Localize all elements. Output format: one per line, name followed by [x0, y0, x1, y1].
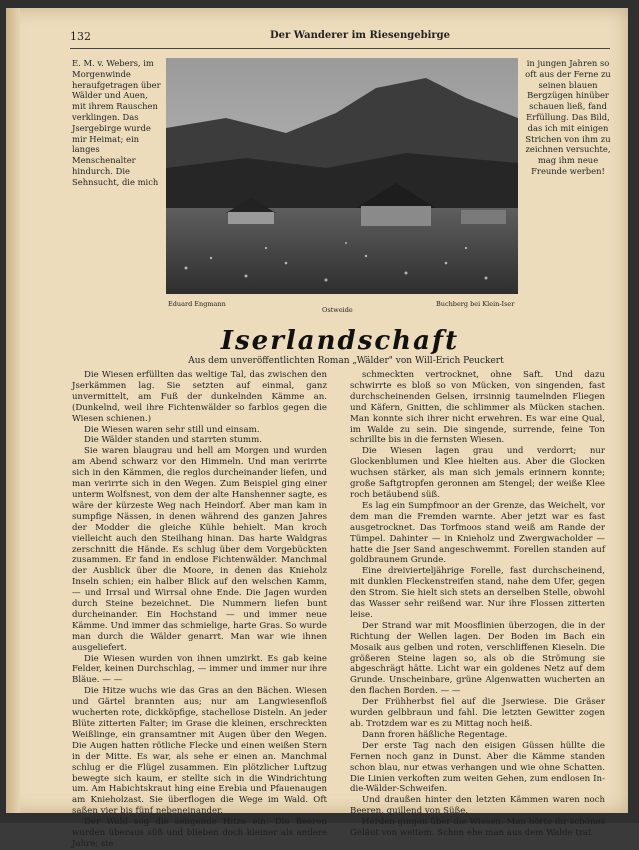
page-spine-shadow [6, 8, 20, 813]
photo-caption: Ostweide [322, 306, 353, 314]
magazine-page [6, 8, 628, 849]
header-rule [70, 48, 610, 49]
intro-left-column: E. M. v. Webers, im Morgenwinde heraufgetragen über Wälder und Auen, mit ihrem Rauschen verklingen. Das Jsergebirge wurde mir Heimat; ein langes Menschenalter hindurch. Die Sehnsucht, die mich [72, 58, 161, 187]
running-header [70, 30, 610, 46]
paragraph: Der erste Tag nach den eisigen Güssen hüllte die Fernen noch ganz in Dunst. Aber die Kämme standen schon blau, nur etwas verhangen und wie ohne Schatten. Die Linien verkoften zum weiten Gehen, zum endlosen In-die-Wälder-Schweifen. [350, 740, 605, 795]
text-column-left [72, 370, 327, 850]
running-title: Der Wanderer im Riesengebirge [270, 30, 450, 41]
paragraph: Die Hitze wuchs wie das Gras an den Bächen. Wiesen und Gärtel brannten aus; nur am Langwiesenfloß wucherten rote, dickköpfige, stachellose Disteln. An jeder Blüte zitterten Falter; im Grase die kleinen, erschreckten Weißlinge, ein gransamtner mit Augen über den Wegen. Die Augen hatten rötliche Flecke und einen weißen Stern in der Mitte. Es war, als sehe er einen an. Manchmal schlug er die Flügel zusammen. Ein plötzlicher Luftzug bewegte sich kaum, er stellte sich in die Windrichtung um. Am Habichtskraut hing eine Erebia und Pfauenaugen am Knieholzast. Sie überflogen die Wege im Wald. Oft saßen vier bis fünf nebeneinander. [72, 686, 327, 817]
page-number: 132 [70, 30, 91, 43]
paragraph: Die Wiesen waren sehr still und einsam. [84, 424, 260, 435]
paragraph: Dann froren häßliche Regentage. [362, 729, 508, 740]
paragraph: Es lag ein Sumpfmoor an der Grenze, das Weichelt, vor dem man die Fremden warnte. Aber jetzt war es fast ausgetrocknet. Das Torfmoos stand weiß am Rande der Tümpel. Dahinter — in Knieholz und Zwergwacholder — hatte die Jser Sand angeschwemmt. Forellen standen auf goldbraunem Grunde. [350, 500, 605, 566]
landscape-photo [166, 58, 518, 294]
article-subtitle: Aus dem unveröffentlichten Roman „Wälder" von Will-Erich Peuckert [188, 356, 504, 366]
paragraph: Die Wiesen wurden von ihnen umzirkt. Es gab keine Felder, keinen Durchschlag, — immer und immer nur ihre Bläue. — — [72, 653, 327, 686]
paragraph: Die Wiesen erfüllten das weltige Tal, das zwischen den Jserkämmen lag. Sie setzten auf einmal, ganz unvermittelt, am Fuß der dunkelnden Kämme an. (Dunkelnd, weil ihre Fichtenwälder so farblos gegen die Wiesen schienen.) [72, 370, 327, 424]
paragraph: Der Strand war mit Moosflinien überzogen, die in der Richtung der Wellen lagen. Der Boden im Bach ein Mosaik aus gelben und roten, verschliffenen Kieseln. Die größeren Steine lagen so, als ob die Strömung sie abgeschrägt hätte. Licht war ein goldenes Netz auf dem Grunde. Unscheinbare, grüne Algenwatten wucherten an den flachen Borden. — — [350, 620, 605, 697]
intro-right-column: in jungen Jahren so oft aus der Ferne zu seinen blauen Bergzügen hinüber schauen ließ, fand Erfüllung. Das Bild, das ich mit einigen Strichen von ihm zu zeichnen versuchte, mag ihm neue Freunde werben! [525, 58, 611, 176]
paragraph: schmeckten vertrocknet, ohne Saft. Und dazu schwirrte es bloß so von Mücken, von singenden, fast durchscheinenden Gelsen, irrsinnig taumelnden Fliegen und Käfern, Gnitten, die schlimmer als Mücken stachen. Man konnte sich ihrer nicht erwehren. Es war eine Qual, im Walde zu sein. Die singende, surrende, feine Ton schrillte bis in die fernsten Wiesen. [350, 370, 605, 446]
paragraph: Herden gingen über die Wiesen. Man hörte ihr schönes Geläut von weitem. Schon ehe man aus dem Walde trat [350, 817, 605, 839]
photo-credit-right: Buchberg bei Klein-Iser [436, 300, 515, 308]
photo-credit-left: Eduard Engmann [168, 300, 226, 308]
paragraph: Eine dreivierteljährige Forelle, fast durchscheinend, mit dunklen Fleckenstreifen stand, nahe dem Ufer, gegen den Strom. Sie hielt sich stets an derselben Stelle, obwohl das Wasser sehr reißend war. Nur ihre Flossen zitterten leise. [350, 566, 605, 620]
paragraph: Die Wälder standen und starrten stumm. [84, 435, 262, 446]
paragraph: Die Wiesen lagen grau und verdorrt; nur Glockenblumen und Klee hielten aus. Aber die Glocken wuchsen stärker, als man sich jemals erinnern konnte; große Saftgtropfen geronnen am Stengel; der weiße Klee roch betäubend süß. [350, 446, 605, 500]
paragraph: Der Wald sog die sengende Hitze ein. Die Beeren wurden überaus süß und blieben doch kleiner als andere Jahre; sie [72, 817, 327, 849]
paragraph: Und draußen hinter den letzten Kämmen waren noch Beeren, quillend von Süße. [350, 795, 605, 817]
article-title: Iserlandschaft [220, 326, 460, 356]
paragraph: Der Frühherbst fiel auf die Jserwiese. Die Gräser wurden gelbbraun und fahl. Die letzten Gewitter zogen ab. Trotzdem war es zu Mittag noch heiß. [350, 697, 605, 729]
paragraph: Sie waren blaugrau und hell am Morgen und wurden am Abend schwarz vor den Himmeln. Und man verirrte sich in den Kämmen, die reglos durcheinander liefen, und man verirrte sich in den Wegen. Zum Beispiel ging einer unterm Wolfsnest, von dem der alte Hanshenner sagte, es wäre der kürzeste Weg nach Heindorf. Aber man kam in sumpfige Nässen, in denen während des ganzen Jahres der Modder die gleiche Kühle behielt. Man kroch vielleicht auch den Steilhang hinan. Das harte Waldgras zerschnitt die Hände. Es schlug über dem Vorgebückten zusammen. Er fand in endlose Fichtenwälder. Manchmal der Ausblick über die Moore, in denen das Knieholz Inseln schien; ein halber Blick auf den welschen Kamm, — und Irrsal und Wirrsal ohne Ende. Die Jagen wurden durch Steine bezeichnet. Die Nummern liefen bunt durcheinander. Ein Hochstand — und immer neue Kämme. Und immer das schmielige, harte Gras. So wurde man durch die Wälder genarrt. Man war wie ihnen ausgeliefert. [72, 446, 327, 653]
text-column-right [350, 370, 605, 839]
